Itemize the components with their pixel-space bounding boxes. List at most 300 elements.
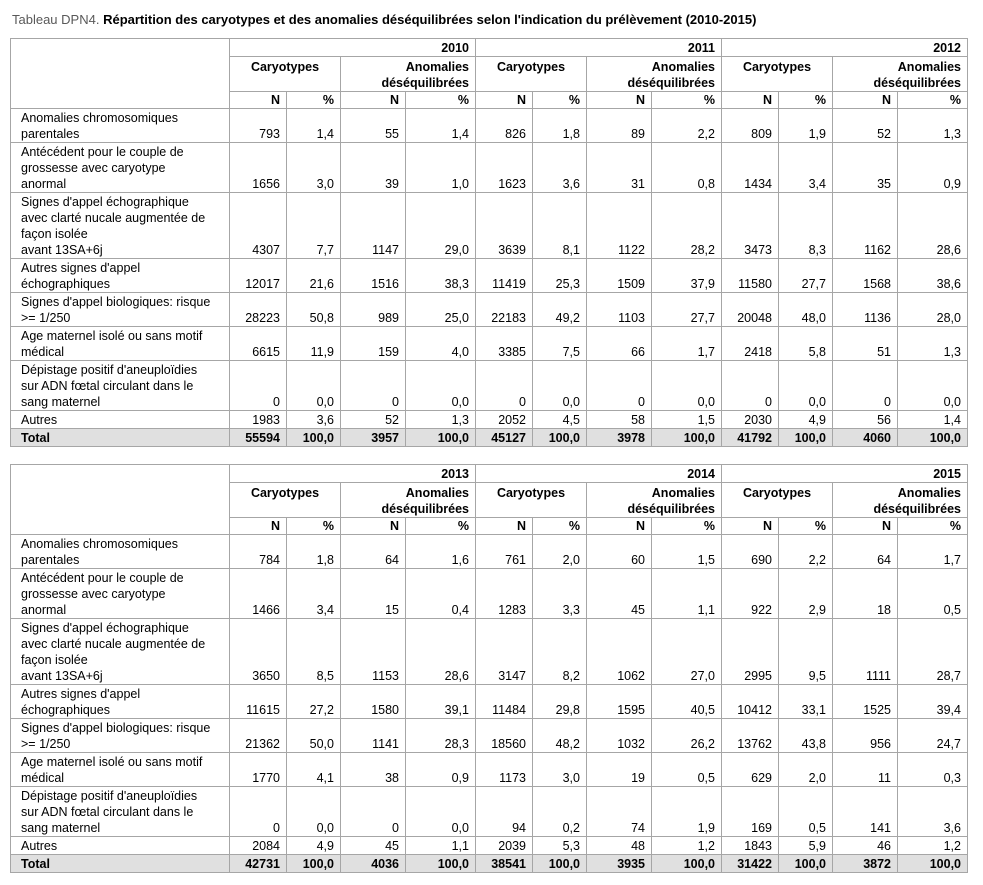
col-header-n: N [230, 92, 287, 109]
row-label [11, 411, 230, 429]
col-header-percent: % [287, 518, 341, 535]
cell-percent: 0,5 [898, 569, 968, 619]
group-header-anomalies-line: déséquilibrées [627, 502, 715, 516]
cell-percent: 0,0 [287, 361, 341, 411]
row-label-line: médical [21, 345, 65, 359]
table-row [11, 259, 968, 293]
cell-percent: 0,0 [287, 787, 341, 837]
cell-count: 1122 [587, 193, 652, 259]
cell-percent: 8,5 [287, 619, 341, 685]
cell-count: 2039 [476, 837, 533, 855]
cell-percent: 28,2 [652, 193, 722, 259]
cell-count: 1111 [833, 619, 898, 685]
cell-count: 89 [587, 109, 652, 143]
cell-percent: 100,0 [406, 855, 476, 873]
cell-count: 826 [476, 109, 533, 143]
cell-percent: 5,9 [779, 837, 833, 855]
cell-percent: 0,4 [406, 569, 476, 619]
cell-count: 2418 [722, 327, 779, 361]
row-label [11, 193, 230, 259]
cell-count: 1516 [341, 259, 406, 293]
cell-percent: 0,9 [898, 143, 968, 193]
cell-percent: 2,9 [779, 569, 833, 619]
row-label-line: Signes d'appel biologiques: risque [21, 721, 211, 735]
cell-percent: 2,0 [533, 535, 587, 569]
cell-percent: 4,9 [287, 837, 341, 855]
cell-percent: 0,0 [406, 787, 476, 837]
cell-percent: 3,6 [287, 411, 341, 429]
row-label [11, 719, 230, 753]
cell-percent: 2,2 [779, 535, 833, 569]
cell-percent: 5,8 [779, 327, 833, 361]
cell-percent: 1,2 [652, 837, 722, 855]
cell-percent: 8,2 [533, 619, 587, 685]
cell-percent: 39,4 [898, 685, 968, 719]
row-label-line: Autres signes d'appel [21, 261, 141, 275]
cell-percent: 50,8 [287, 293, 341, 327]
cell-percent: 0,0 [652, 361, 722, 411]
year-header: 2015 [722, 465, 968, 483]
cell-percent: 4,0 [406, 327, 476, 361]
table-row [11, 569, 968, 619]
row-label-line: façon isolée [21, 227, 88, 241]
cell-percent: 26,2 [652, 719, 722, 753]
caption-prefix: Tableau DPN4. [12, 12, 100, 27]
cell-count: 1525 [833, 685, 898, 719]
cell-percent: 40,5 [652, 685, 722, 719]
cell-count: 1141 [341, 719, 406, 753]
cell-percent: 3,6 [533, 143, 587, 193]
cell-percent: 0,8 [652, 143, 722, 193]
row-label-line: Autres [21, 839, 58, 853]
col-header-percent: % [533, 92, 587, 109]
year-header: 2013 [230, 465, 476, 483]
cell-count: 66 [587, 327, 652, 361]
cell-count: 11615 [230, 685, 287, 719]
cell-percent: 27,0 [652, 619, 722, 685]
row-label-line: avant 13SA+6j [21, 243, 103, 257]
row-label [11, 535, 230, 569]
cell-percent: 1,7 [898, 535, 968, 569]
data-table-2013-2015 [10, 464, 968, 873]
row-label-line: sur ADN fœtal circulant dans le [21, 379, 194, 393]
year-header: 2010 [230, 39, 476, 57]
cell-count: 3147 [476, 619, 533, 685]
row-label-line: Anomalies chromosomiques [21, 111, 179, 125]
cell-percent: 27,2 [287, 685, 341, 719]
cell-count: 45127 [476, 429, 533, 447]
table-row [11, 619, 968, 685]
cell-percent: 4,5 [533, 411, 587, 429]
cell-count: 3385 [476, 327, 533, 361]
cell-count: 3957 [341, 429, 406, 447]
cell-count: 45 [587, 569, 652, 619]
table-row [11, 719, 968, 753]
cell-percent: 11,9 [287, 327, 341, 361]
cell-percent: 0,5 [779, 787, 833, 837]
cell-percent: 0,9 [406, 753, 476, 787]
cell-count: 4036 [341, 855, 406, 873]
cell-count: 21362 [230, 719, 287, 753]
cell-count: 1136 [833, 293, 898, 327]
cell-count: 2084 [230, 837, 287, 855]
row-label [11, 837, 230, 855]
group-header-anomalies [341, 57, 476, 92]
cell-percent: 3,6 [898, 787, 968, 837]
cell-count: 42731 [230, 855, 287, 873]
cell-count: 784 [230, 535, 287, 569]
col-header-n: N [230, 518, 287, 535]
cell-percent: 4,1 [287, 753, 341, 787]
cell-percent: 38,3 [406, 259, 476, 293]
table-row [11, 361, 968, 411]
row-label [11, 685, 230, 719]
cell-count: 15 [341, 569, 406, 619]
cell-count: 94 [476, 787, 533, 837]
row-label [11, 753, 230, 787]
row-label-line: grossesse avec caryotype [21, 587, 166, 601]
cell-count: 2030 [722, 411, 779, 429]
col-header-percent: % [779, 518, 833, 535]
cell-count: 31 [587, 143, 652, 193]
col-header-n: N [722, 92, 779, 109]
cell-count: 3650 [230, 619, 287, 685]
cell-percent: 100,0 [533, 855, 587, 873]
row-label-line: sang maternel [21, 821, 101, 835]
cell-percent: 49,2 [533, 293, 587, 327]
cell-percent: 25,3 [533, 259, 587, 293]
table-row [11, 837, 968, 855]
cell-percent: 100,0 [533, 429, 587, 447]
row-label-line: sang maternel [21, 395, 101, 409]
row-label [11, 259, 230, 293]
cell-count: 0 [341, 361, 406, 411]
group-header-caryotypes: Caryotypes [476, 57, 587, 92]
cell-count: 1466 [230, 569, 287, 619]
group-header-anomalies [587, 483, 722, 518]
group-header-anomalies-line: déséquilibrées [381, 76, 469, 90]
cell-percent: 28,6 [898, 193, 968, 259]
row-label-line: Anomalies chromosomiques [21, 537, 179, 551]
cell-percent: 1,5 [652, 535, 722, 569]
cell-count: 4307 [230, 193, 287, 259]
cell-count: 1580 [341, 685, 406, 719]
col-header-percent: % [406, 92, 476, 109]
cell-count: 1162 [833, 193, 898, 259]
row-label [11, 429, 230, 447]
cell-percent: 39,1 [406, 685, 476, 719]
cell-count: 74 [587, 787, 652, 837]
table-row [11, 293, 968, 327]
cell-count: 1509 [587, 259, 652, 293]
col-header-percent: % [533, 518, 587, 535]
cell-count: 13762 [722, 719, 779, 753]
cell-count: 3935 [587, 855, 652, 873]
cell-count: 6615 [230, 327, 287, 361]
cell-count: 18 [833, 569, 898, 619]
cell-count: 809 [722, 109, 779, 143]
row-label [11, 855, 230, 873]
cell-count: 1656 [230, 143, 287, 193]
cell-count: 28223 [230, 293, 287, 327]
cell-count: 1595 [587, 685, 652, 719]
col-header-n: N [587, 518, 652, 535]
cell-count: 2995 [722, 619, 779, 685]
cell-percent: 100,0 [652, 855, 722, 873]
cell-count: 64 [341, 535, 406, 569]
row-label-line: Autres [21, 413, 58, 427]
total-row [11, 855, 968, 873]
cell-percent: 100,0 [406, 429, 476, 447]
col-header-n: N [476, 518, 533, 535]
group-header-caryotypes: Caryotypes [722, 483, 833, 518]
row-label-line: échographiques [21, 277, 110, 291]
cell-percent: 1,9 [652, 787, 722, 837]
cell-percent: 29,8 [533, 685, 587, 719]
cell-count: 0 [341, 787, 406, 837]
row-label-line: façon isolée [21, 653, 88, 667]
cell-count: 629 [722, 753, 779, 787]
cell-percent: 1,4 [406, 109, 476, 143]
cell-percent: 0,3 [898, 753, 968, 787]
row-label-line: Signes d'appel échographique [21, 621, 189, 635]
cell-percent: 33,1 [779, 685, 833, 719]
cell-percent: 4,9 [779, 411, 833, 429]
cell-percent: 3,0 [533, 753, 587, 787]
cell-percent: 1,8 [533, 109, 587, 143]
table-row [11, 327, 968, 361]
group-header-anomalies-line: déséquilibrées [873, 76, 961, 90]
row-label [11, 361, 230, 411]
cell-count: 11 [833, 753, 898, 787]
cell-percent: 1,9 [779, 109, 833, 143]
col-header-n: N [833, 92, 898, 109]
cell-percent: 38,6 [898, 259, 968, 293]
col-header-percent: % [652, 92, 722, 109]
cell-percent: 100,0 [287, 429, 341, 447]
cell-percent: 43,8 [779, 719, 833, 753]
cell-percent: 1,6 [406, 535, 476, 569]
row-label-line: Total [21, 431, 50, 445]
cell-count: 3978 [587, 429, 652, 447]
group-header-anomalies-line: Anomalies [405, 486, 469, 500]
cell-count: 56 [833, 411, 898, 429]
row-label-line: échographiques [21, 703, 110, 717]
table-row [11, 685, 968, 719]
cell-count: 1283 [476, 569, 533, 619]
cell-count: 0 [230, 787, 287, 837]
cell-percent: 7,7 [287, 193, 341, 259]
year-header: 2012 [722, 39, 968, 57]
cell-count: 18560 [476, 719, 533, 753]
cell-percent: 2,0 [779, 753, 833, 787]
row-label [11, 293, 230, 327]
cell-percent: 100,0 [652, 429, 722, 447]
cell-percent: 48,0 [779, 293, 833, 327]
cell-percent: 1,2 [898, 837, 968, 855]
col-header-percent: % [652, 518, 722, 535]
cell-count: 11419 [476, 259, 533, 293]
row-label [11, 327, 230, 361]
cell-count: 1843 [722, 837, 779, 855]
cell-percent: 1,8 [287, 535, 341, 569]
group-header-caryotypes: Caryotypes [230, 483, 341, 518]
cell-percent: 1,5 [652, 411, 722, 429]
cell-percent: 8,3 [779, 193, 833, 259]
cell-count: 11484 [476, 685, 533, 719]
cell-percent: 0,0 [406, 361, 476, 411]
cell-percent: 100,0 [779, 429, 833, 447]
row-label-line: avant 13SA+6j [21, 669, 103, 683]
cell-count: 169 [722, 787, 779, 837]
col-header-percent: % [898, 92, 968, 109]
year-header: 2014 [476, 465, 722, 483]
row-label-line: anormal [21, 177, 67, 191]
col-header-n: N [341, 92, 406, 109]
cell-count: 0 [230, 361, 287, 411]
row-label [11, 619, 230, 685]
data-table-2010-2012 [10, 38, 968, 447]
cell-percent: 48,2 [533, 719, 587, 753]
cell-count: 1062 [587, 619, 652, 685]
table-row [11, 143, 968, 193]
col-header-n: N [587, 92, 652, 109]
cell-percent: 100,0 [287, 855, 341, 873]
table-row [11, 109, 968, 143]
cell-count: 52 [833, 109, 898, 143]
cell-count: 4060 [833, 429, 898, 447]
cell-percent: 24,7 [898, 719, 968, 753]
row-label [11, 569, 230, 619]
cell-count: 0 [587, 361, 652, 411]
cell-percent: 7,5 [533, 327, 587, 361]
cell-count: 35 [833, 143, 898, 193]
row-label-line: >= 1/250 [21, 311, 71, 325]
cell-count: 12017 [230, 259, 287, 293]
row-label-line: Antécédent pour le couple de [21, 571, 184, 585]
cell-count: 690 [722, 535, 779, 569]
group-header-anomalies-line: déséquilibrées [381, 502, 469, 516]
group-header-anomalies-line: Anomalies [897, 60, 961, 74]
cell-percent: 1,3 [898, 327, 968, 361]
cell-count: 58 [587, 411, 652, 429]
cell-percent: 28,3 [406, 719, 476, 753]
cell-count: 1147 [341, 193, 406, 259]
row-label-line: Autres signes d'appel [21, 687, 141, 701]
cell-count: 1983 [230, 411, 287, 429]
cell-count: 22183 [476, 293, 533, 327]
cell-percent: 3,4 [287, 569, 341, 619]
table-row [11, 193, 968, 259]
row-label-line: parentales [21, 553, 80, 567]
cell-percent: 2,2 [652, 109, 722, 143]
cell-count: 3639 [476, 193, 533, 259]
table-row [11, 535, 968, 569]
row-label-line: Total [21, 857, 50, 871]
cell-count: 46 [833, 837, 898, 855]
row-label-line: avec clarté nucale augmentée de [21, 211, 206, 225]
row-label [11, 787, 230, 837]
cell-count: 922 [722, 569, 779, 619]
cell-count: 1770 [230, 753, 287, 787]
cell-percent: 0,0 [533, 361, 587, 411]
cell-percent: 1,4 [287, 109, 341, 143]
cell-percent: 50,0 [287, 719, 341, 753]
cell-percent: 8,1 [533, 193, 587, 259]
cell-count: 2052 [476, 411, 533, 429]
row-label-line: Age maternel isolé ou sans motif [21, 755, 203, 769]
cell-count: 10412 [722, 685, 779, 719]
cell-count: 3872 [833, 855, 898, 873]
cell-percent: 5,3 [533, 837, 587, 855]
cell-count: 52 [341, 411, 406, 429]
group-header-caryotypes: Caryotypes [722, 57, 833, 92]
cell-percent: 1,7 [652, 327, 722, 361]
group-header-anomalies-line: Anomalies [405, 60, 469, 74]
group-header-anomalies [587, 57, 722, 92]
row-label-line: Age maternel isolé ou sans motif [21, 329, 203, 343]
cell-percent: 25,0 [406, 293, 476, 327]
row-label-line: Antécédent pour le couple de [21, 145, 184, 159]
row-label-line: médical [21, 771, 65, 785]
cell-count: 0 [476, 361, 533, 411]
cell-percent: 100,0 [898, 429, 968, 447]
total-row [11, 429, 968, 447]
cell-percent: 3,4 [779, 143, 833, 193]
table-row [11, 753, 968, 787]
col-header-n: N [722, 518, 779, 535]
row-label-line: parentales [21, 127, 80, 141]
cell-count: 1623 [476, 143, 533, 193]
cell-count: 1434 [722, 143, 779, 193]
cell-count: 55 [341, 109, 406, 143]
col-header-percent: % [287, 92, 341, 109]
cell-count: 956 [833, 719, 898, 753]
col-header-n: N [476, 92, 533, 109]
cell-count: 31422 [722, 855, 779, 873]
cell-count: 159 [341, 327, 406, 361]
group-header-caryotypes: Caryotypes [230, 57, 341, 92]
group-header-anomalies-line: déséquilibrées [873, 502, 961, 516]
cell-count: 1173 [476, 753, 533, 787]
cell-count: 19 [587, 753, 652, 787]
cell-percent: 1,3 [406, 411, 476, 429]
row-label-line: Signes d'appel échographique [21, 195, 189, 209]
col-header-n: N [833, 518, 898, 535]
table-caption [12, 12, 972, 28]
group-header-caryotypes: Caryotypes [476, 483, 587, 518]
cell-count: 55594 [230, 429, 287, 447]
row-label-line: avec clarté nucale augmentée de [21, 637, 206, 651]
cell-count: 51 [833, 327, 898, 361]
cell-percent: 0,0 [779, 361, 833, 411]
cell-count: 11580 [722, 259, 779, 293]
row-label [11, 143, 230, 193]
row-label-line: Dépistage positif d'aneuploïdies [21, 363, 198, 377]
cell-count: 60 [587, 535, 652, 569]
cell-count: 1568 [833, 259, 898, 293]
row-label [11, 109, 230, 143]
cell-count: 1103 [587, 293, 652, 327]
cell-count: 0 [833, 361, 898, 411]
cell-percent: 28,6 [406, 619, 476, 685]
cell-count: 64 [833, 535, 898, 569]
group-header-anomalies-line: Anomalies [651, 60, 715, 74]
col-header-n: N [341, 518, 406, 535]
row-label-line: sur ADN fœtal circulant dans le [21, 805, 194, 819]
cell-count: 45 [341, 837, 406, 855]
cell-percent: 21,6 [287, 259, 341, 293]
